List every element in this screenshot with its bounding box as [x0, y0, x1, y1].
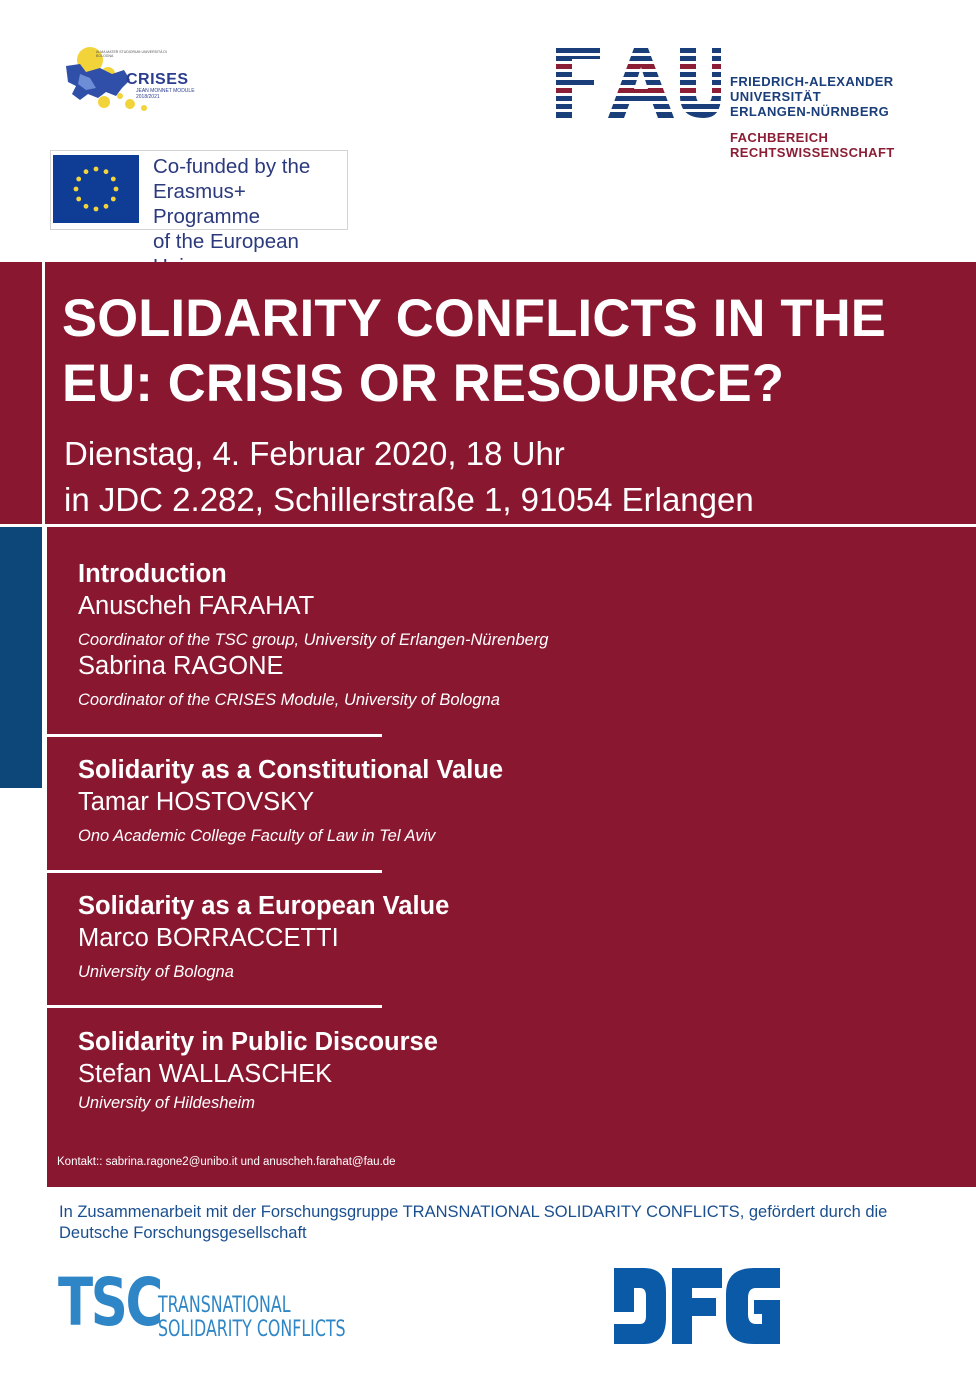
erasmus-cofunded-logo	[50, 150, 348, 253]
erasmus-line-1: Co-funded by the	[153, 155, 311, 178]
fau-name-line-2: UNIVERSITÄT	[730, 89, 822, 104]
erasmus-text	[153, 154, 347, 279]
section-divider	[47, 870, 382, 873]
speaker-name: Tamar HOSTOVSKY	[78, 788, 315, 816]
speaker-name: Marco BORRACCETTI	[78, 924, 339, 952]
section-heading: Solidarity in Public Discourse	[78, 1028, 438, 1056]
fau-department	[730, 130, 895, 160]
dfg-logo-icon	[614, 1268, 784, 1344]
event-title: SOLIDARITY CONFLICTS IN THE EU: CRISIS OR RESOURCE?	[62, 289, 887, 413]
header-divider-line	[42, 262, 45, 524]
tsc-line-1: TRANSNATIONAL	[158, 1293, 291, 1318]
section-heading: Solidarity as a European Value	[78, 892, 450, 920]
erasmus-line-2: Erasmus+ Programme	[153, 180, 261, 228]
fau-dept-line-1: FACHBEREICH	[730, 130, 829, 145]
speaker-name: Anuscheh FARAHAT	[78, 592, 315, 620]
speaker-affiliation: Ono Academic College Faculty of Law in Tel Aviv	[78, 827, 436, 845]
tsc-full-name	[158, 1294, 346, 1342]
fau-logo-icon	[556, 48, 721, 118]
speaker-affiliation: University of Bologna	[78, 963, 234, 981]
fau-name-line-3: ERLANGEN-NÜRNBERG	[730, 104, 890, 119]
speaker-affiliation: University of Hildesheim	[78, 1094, 255, 1112]
contact-info: Kontakt:: sabrina.ragone2@unibo.it und anuscheh.farahat@fau.de	[57, 1156, 396, 1168]
crises-name: CRISES	[126, 71, 189, 88]
section-heading: Solidarity as a Constitutional Value	[78, 756, 504, 784]
tsc-line-2: SOLIDARITY CONFLICTS	[158, 1317, 346, 1342]
tsc-logo	[58, 1264, 378, 1342]
fau-name-line-1: FRIEDRICH-ALEXANDER	[730, 74, 894, 89]
accent-strip	[0, 527, 42, 788]
speaker-name: Sabrina RAGONE	[78, 652, 284, 680]
erasmus-line-3: of the European	[153, 230, 299, 253]
collaboration-note: In Zusammenarbeit mit der Forschungsgruppe TRANSNATIONAL SOLIDARITY CONFLICTS, gefördert durch die Deutsche Forschungsgesellschaft	[59, 1203, 888, 1242]
event-date: Dienstag, 4. Februar 2020, 18 Uhr	[64, 435, 565, 472]
section-divider	[47, 734, 382, 737]
tsc-acronym: TSC	[58, 1264, 161, 1341]
crises-sub-text: JEAN MONNET MODULE 2018/2021	[136, 88, 195, 100]
fau-dept-line-2: RECHTSWISSENSCHAFT	[730, 145, 895, 160]
fau-university-name	[730, 74, 894, 119]
speaker-affiliation: Coordinator of the TSC group, University of Erlangen-Nürenberg	[78, 631, 549, 649]
speaker-name: Stefan WALLASCHEK	[78, 1060, 333, 1088]
speaker-affiliation: Coordinator of the CRISES Module, University of Bologna	[78, 691, 500, 709]
crises-top-text: ALMA MATER STUDIORUM UNIVERSITÀ DI BOLOGNA	[96, 50, 167, 58]
eu-flag-icon	[53, 155, 139, 223]
event-location: in JDC 2.282, Schillerstraße 1, 91054 Erlangen	[64, 481, 754, 518]
section-heading: Introduction	[78, 560, 227, 588]
crises-logo	[60, 44, 196, 116]
section-divider	[47, 1005, 382, 1008]
